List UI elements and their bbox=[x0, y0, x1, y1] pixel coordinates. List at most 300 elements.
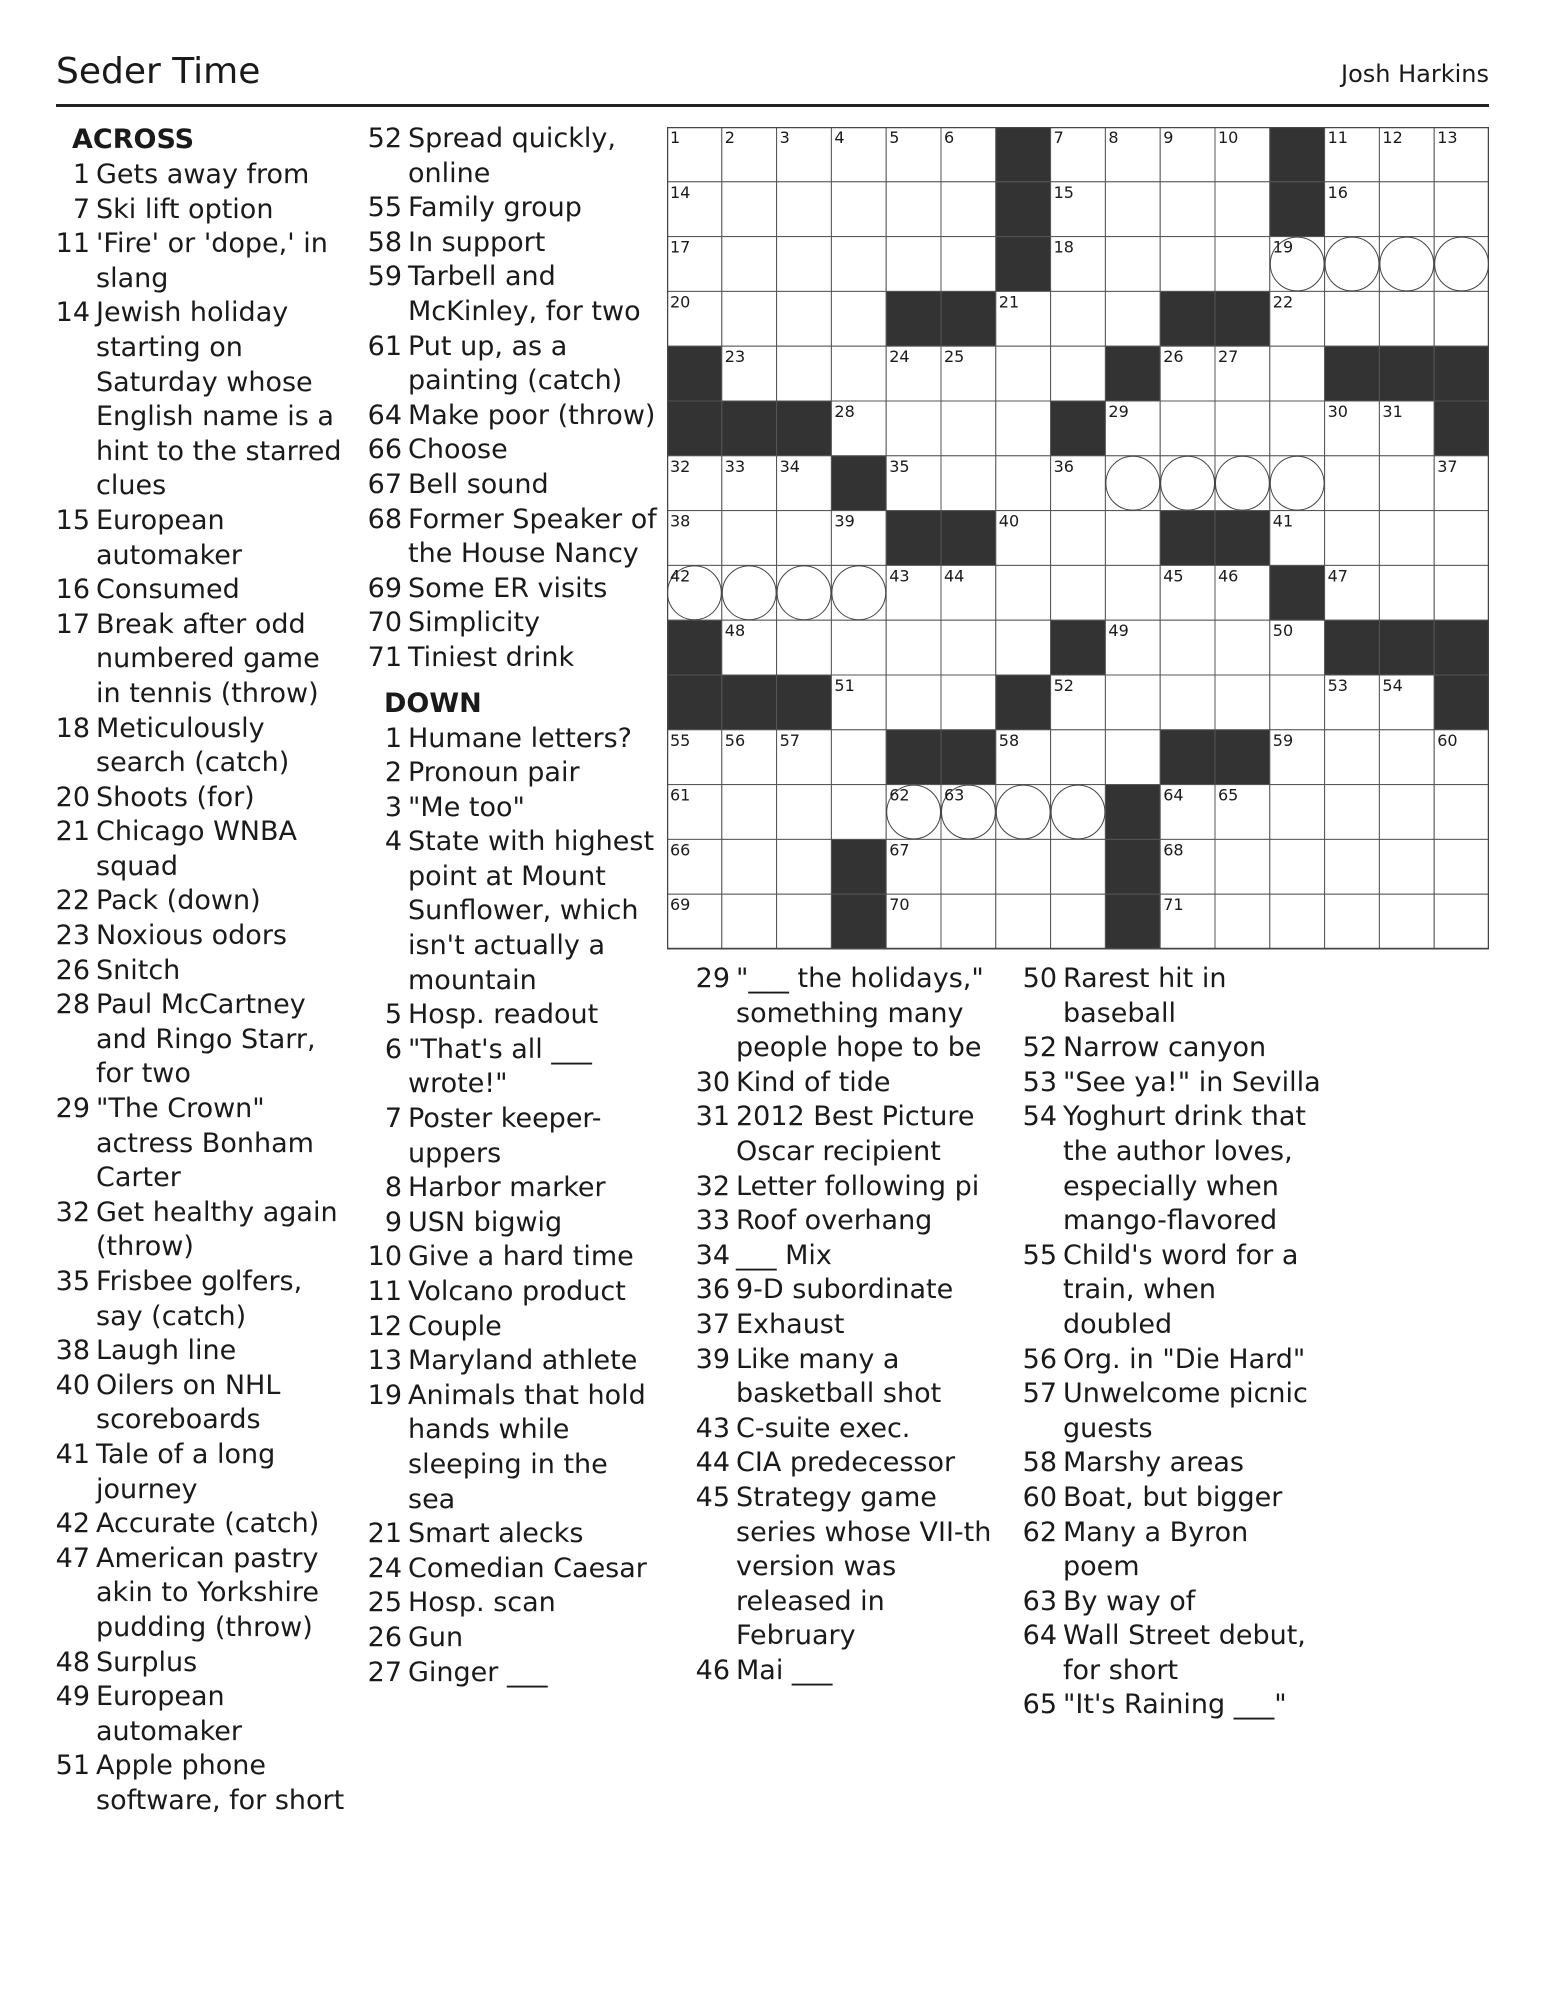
across-clue bbox=[56, 988, 348, 1092]
clue-text: Letter following pi bbox=[736, 1170, 980, 1202]
grid-cell[interactable] bbox=[1379, 511, 1434, 566]
grid-cell[interactable] bbox=[1215, 675, 1270, 730]
grid-cell[interactable] bbox=[722, 182, 777, 237]
down-clue bbox=[368, 791, 658, 826]
across-clue bbox=[368, 433, 658, 468]
clue-number: 1 bbox=[72, 159, 90, 190]
cell-number: 45 bbox=[1163, 566, 1184, 586]
grid-cell[interactable] bbox=[831, 291, 886, 346]
clue-number: 26 bbox=[55, 954, 90, 986]
clue-number: 35 bbox=[55, 1266, 90, 1297]
clue-number: 25 bbox=[367, 1587, 402, 1619]
clue-text: Frisbee golfers, say (catch) bbox=[96, 1266, 303, 1332]
clue-number: 16 bbox=[55, 574, 90, 606]
clue-number: 70 bbox=[367, 607, 402, 639]
clue-text: ___ Mix bbox=[736, 1239, 832, 1271]
clue-number: 64 bbox=[1022, 1620, 1057, 1652]
grid-cell[interactable] bbox=[1379, 456, 1434, 511]
puzzle-title: Seder Time bbox=[56, 51, 261, 92]
cell-number: 38 bbox=[670, 511, 691, 531]
grid-cell[interactable] bbox=[1379, 894, 1434, 949]
cell-number: 50 bbox=[1272, 621, 1294, 641]
clue-number: 13 bbox=[367, 1345, 402, 1377]
clue-text: Break after odd numbered game in tennis (throw) bbox=[96, 608, 320, 709]
clue-text: State with highest point at Mount Sunflower, which isn't actually a mountain bbox=[408, 826, 655, 996]
grid-cell[interactable] bbox=[777, 182, 832, 237]
clue-text: Maryland athlete bbox=[408, 1345, 638, 1377]
grid-cell[interactable] bbox=[1379, 291, 1434, 346]
grid-block bbox=[1325, 346, 1380, 401]
grid-cell[interactable] bbox=[996, 346, 1051, 401]
clue-text: 9-D subordinate bbox=[736, 1274, 954, 1306]
grid-cell[interactable] bbox=[777, 237, 832, 292]
clue-text: American pastry akin to Yorkshire pudding (throw) bbox=[96, 1542, 320, 1643]
grid-cell[interactable] bbox=[941, 401, 996, 456]
cell-number: 15 bbox=[1053, 182, 1074, 202]
down-clue bbox=[368, 1033, 658, 1102]
clue-number: 46 bbox=[695, 1654, 730, 1686]
grid-cell[interactable] bbox=[886, 620, 941, 675]
grid-cell[interactable] bbox=[941, 237, 996, 292]
clue-column-1 bbox=[56, 122, 348, 1819]
down-clue bbox=[696, 1204, 996, 1239]
grid-block bbox=[1325, 620, 1380, 675]
grid-cell[interactable] bbox=[1379, 785, 1434, 840]
across-clue bbox=[56, 1646, 348, 1681]
clue-column-3 bbox=[696, 962, 996, 1688]
cell-number: 48 bbox=[724, 621, 746, 641]
cell-number: 22 bbox=[1272, 292, 1294, 312]
grid-cell[interactable] bbox=[1051, 291, 1106, 346]
clue-number: 52 bbox=[367, 123, 402, 154]
across-clue bbox=[368, 191, 658, 226]
grid-cell[interactable] bbox=[1215, 839, 1270, 894]
grid-cell[interactable] bbox=[1105, 675, 1160, 730]
grid-cell[interactable] bbox=[831, 237, 886, 292]
clue-text: Tiniest drink bbox=[408, 641, 575, 673]
grid-cell[interactable] bbox=[722, 894, 777, 949]
clue-text: Tale of a long journey bbox=[96, 1438, 276, 1505]
clue-number: 64 bbox=[367, 399, 402, 431]
grid-cell[interactable] bbox=[1051, 565, 1106, 620]
grid-cell[interactable] bbox=[1434, 182, 1489, 237]
clue-text: Meticulously search (catch) bbox=[96, 712, 290, 779]
cell-number: 34 bbox=[779, 456, 800, 476]
cell-number: 42 bbox=[670, 566, 691, 586]
across-clue bbox=[56, 1507, 348, 1542]
clue-text: 'Fire' or 'dope,' in slang bbox=[96, 228, 328, 294]
clue-text: Harbor marker bbox=[408, 1172, 606, 1204]
grid-cell[interactable] bbox=[1051, 839, 1106, 894]
grid-cell[interactable] bbox=[722, 839, 777, 894]
grid-block bbox=[1434, 401, 1489, 456]
grid-cell[interactable] bbox=[1379, 839, 1434, 894]
grid-cell[interactable] bbox=[1160, 237, 1215, 292]
grid-block bbox=[1270, 127, 1325, 182]
grid-cell[interactable] bbox=[1434, 291, 1489, 346]
down-clue bbox=[696, 1239, 996, 1274]
grid-cell[interactable] bbox=[1160, 182, 1215, 237]
clue-text: Couple bbox=[408, 1310, 502, 1342]
across-clue bbox=[368, 503, 658, 572]
grid-cell[interactable] bbox=[1325, 291, 1380, 346]
grid-block bbox=[1105, 839, 1160, 894]
down-clue bbox=[1023, 1446, 1323, 1481]
clue-number: 3 bbox=[384, 791, 402, 823]
grid-cell[interactable] bbox=[941, 456, 996, 511]
clue-text: Pack (down) bbox=[96, 885, 261, 917]
grid-cell[interactable] bbox=[1215, 401, 1270, 456]
down-clue bbox=[696, 1308, 996, 1343]
clue-text: By way of bbox=[1063, 1585, 1196, 1617]
grid-block bbox=[941, 511, 996, 566]
cell-number: 32 bbox=[670, 456, 691, 476]
clue-text: "See ya!" in Sevilla bbox=[1063, 1066, 1321, 1098]
clue-text: Gun bbox=[408, 1621, 464, 1653]
clue-text: Rarest hit in baseball bbox=[1063, 963, 1227, 1029]
down-clue bbox=[696, 1170, 996, 1205]
across-clue bbox=[368, 572, 658, 607]
grid-block bbox=[996, 182, 1051, 237]
grid-block bbox=[831, 839, 886, 894]
down-clue bbox=[696, 1654, 996, 1689]
clue-text: Kind of tide bbox=[736, 1066, 891, 1098]
grid-block bbox=[1434, 346, 1489, 401]
grid-block bbox=[1379, 620, 1434, 675]
cell-number: 47 bbox=[1327, 566, 1348, 586]
clue-number: 31 bbox=[695, 1101, 730, 1133]
cell-number: 7 bbox=[1053, 128, 1064, 147]
clue-text: Child's word for a train, when doubled bbox=[1063, 1239, 1299, 1340]
grid-cell[interactable] bbox=[722, 291, 777, 346]
clue-text: Paul McCartney and Ringo Starr, for two bbox=[96, 989, 316, 1090]
down-clue bbox=[1023, 1377, 1323, 1446]
cell-number: 31 bbox=[1382, 402, 1403, 421]
grid-cell[interactable] bbox=[886, 675, 941, 730]
grid-cell[interactable] bbox=[1215, 182, 1270, 237]
clue-number: 14 bbox=[55, 297, 90, 329]
across-clue bbox=[56, 712, 348, 781]
clue-text: Org. in "Die Hard" bbox=[1063, 1343, 1306, 1375]
grid-block bbox=[886, 730, 941, 785]
grid-cell[interactable] bbox=[1105, 565, 1160, 620]
down-clue bbox=[368, 1586, 658, 1621]
cell-number: 18 bbox=[1053, 237, 1074, 257]
clue-text: Ginger ___ bbox=[408, 1656, 548, 1688]
grid-cell[interactable] bbox=[1270, 346, 1325, 401]
grid-cell[interactable] bbox=[1325, 894, 1380, 949]
clue-number: 39 bbox=[695, 1343, 730, 1375]
grid-cell[interactable] bbox=[996, 620, 1051, 675]
down-heading: DOWN bbox=[384, 687, 482, 719]
grid-cell[interactable] bbox=[941, 675, 996, 730]
cell-number: 57 bbox=[779, 730, 800, 750]
grid-cell[interactable] bbox=[1270, 675, 1325, 730]
clue-text: Laugh line bbox=[96, 1335, 237, 1367]
grid-cell[interactable] bbox=[831, 785, 886, 840]
grid-cell[interactable] bbox=[831, 182, 886, 237]
grid-cell[interactable] bbox=[777, 511, 832, 566]
grid-cell[interactable] bbox=[1105, 730, 1160, 785]
cell-number: 68 bbox=[1163, 840, 1184, 860]
clue-text: Like many a basketball shot bbox=[736, 1343, 942, 1410]
grid-cell[interactable] bbox=[1051, 894, 1106, 949]
grid-cell[interactable] bbox=[777, 839, 832, 894]
cell-number: 60 bbox=[1437, 730, 1458, 750]
across-clue bbox=[56, 193, 348, 228]
clue-column-4 bbox=[1023, 962, 1323, 1723]
grid-cell[interactable] bbox=[1270, 401, 1325, 456]
clue-number: 5 bbox=[384, 999, 402, 1031]
across-heading: ACROSS bbox=[72, 124, 195, 155]
grid-cell[interactable] bbox=[777, 620, 832, 675]
clue-number: 62 bbox=[1022, 1516, 1057, 1548]
cell-number: 29 bbox=[1108, 402, 1129, 421]
clue-number: 57 bbox=[1022, 1378, 1057, 1410]
across-clue bbox=[56, 1334, 348, 1369]
grid-cell[interactable] bbox=[1215, 620, 1270, 675]
grid-cell[interactable] bbox=[1325, 730, 1380, 785]
clue-text: Hosp. readout bbox=[408, 999, 599, 1031]
grid-cell[interactable] bbox=[1379, 182, 1434, 237]
clue-number: 19 bbox=[367, 1379, 402, 1411]
down-clue bbox=[1023, 1688, 1323, 1723]
grid-cell[interactable] bbox=[831, 730, 886, 785]
clue-number: 30 bbox=[695, 1066, 730, 1098]
grid-cell[interactable] bbox=[831, 620, 886, 675]
grid-cell[interactable] bbox=[1379, 730, 1434, 785]
down-clue-list-continued bbox=[1023, 962, 1323, 1723]
clue-text: USN bigwig bbox=[408, 1206, 563, 1238]
grid-block bbox=[1160, 291, 1215, 346]
down-clue bbox=[696, 1273, 996, 1308]
grid-cell[interactable] bbox=[777, 894, 832, 949]
down-clue bbox=[368, 1171, 658, 1206]
grid-cell[interactable] bbox=[1051, 730, 1106, 785]
grid-cell[interactable] bbox=[777, 291, 832, 346]
down-clue bbox=[696, 1481, 996, 1654]
clue-number: 7 bbox=[72, 193, 90, 225]
cell-number: 53 bbox=[1327, 676, 1348, 695]
down-clue bbox=[368, 825, 658, 998]
grid-cell[interactable] bbox=[996, 565, 1051, 620]
clue-number: 58 bbox=[367, 226, 402, 258]
puzzle-author: Josh Harkins bbox=[1340, 60, 1489, 88]
grid-block bbox=[722, 675, 777, 730]
down-clue bbox=[696, 1446, 996, 1481]
clue-text: Boat, but bigger bbox=[1063, 1481, 1283, 1513]
grid-cell[interactable] bbox=[722, 237, 777, 292]
down-clue bbox=[368, 1552, 658, 1587]
cell-number: 24 bbox=[889, 347, 910, 367]
grid-cell[interactable] bbox=[777, 785, 832, 840]
grid-cell[interactable] bbox=[1051, 346, 1106, 401]
clue-number: 53 bbox=[1022, 1066, 1057, 1098]
grid-block bbox=[1270, 182, 1325, 237]
clue-text: Gets away from bbox=[96, 159, 310, 190]
cell-number: 39 bbox=[834, 511, 855, 531]
down-clue bbox=[1023, 1516, 1323, 1585]
clue-text: Strategy game series whose VII-th version was released in February bbox=[736, 1481, 992, 1652]
grid-cell[interactable] bbox=[1434, 785, 1489, 840]
across-clue bbox=[56, 1542, 348, 1646]
across-clue bbox=[56, 1092, 348, 1196]
clue-text: Family group bbox=[408, 192, 582, 224]
clue-number: 28 bbox=[55, 989, 90, 1021]
clue-number: 63 bbox=[1022, 1585, 1057, 1617]
clue-number: 33 bbox=[695, 1205, 730, 1237]
grid-cell[interactable] bbox=[1215, 237, 1270, 292]
cell-number: 54 bbox=[1382, 676, 1403, 695]
cell-number: 27 bbox=[1218, 347, 1239, 367]
cell-number: 13 bbox=[1437, 128, 1458, 147]
grid-cell[interactable] bbox=[722, 785, 777, 840]
down-clue bbox=[1023, 1031, 1323, 1066]
grid-block bbox=[886, 511, 941, 566]
grid-block bbox=[831, 894, 886, 949]
cell-number: 64 bbox=[1163, 785, 1184, 805]
cell-number: 44 bbox=[944, 566, 965, 586]
grid-cell[interactable] bbox=[722, 511, 777, 566]
across-clue bbox=[56, 158, 348, 193]
cell-number: 37 bbox=[1437, 456, 1458, 476]
grid-cell[interactable] bbox=[996, 401, 1051, 456]
clue-text: "The Crown" actress Bonham Carter bbox=[96, 1093, 314, 1194]
clue-number: 15 bbox=[55, 504, 90, 536]
grid-cell[interactable] bbox=[1270, 839, 1325, 894]
cell-number: 6 bbox=[944, 128, 955, 147]
grid-cell[interactable] bbox=[1105, 511, 1160, 566]
clue-number: 34 bbox=[695, 1239, 730, 1271]
clue-number: 23 bbox=[55, 920, 90, 952]
clue-text: C-suite exec. bbox=[736, 1412, 911, 1444]
cell-number: 1 bbox=[670, 128, 681, 147]
grid-cell[interactable] bbox=[941, 620, 996, 675]
clue-text: Shoots (for) bbox=[96, 781, 255, 813]
header-rule bbox=[56, 104, 1489, 107]
grid-cell[interactable] bbox=[1434, 565, 1489, 620]
down-clue bbox=[1023, 1239, 1323, 1343]
across-clue bbox=[56, 781, 348, 816]
cell-number: 33 bbox=[724, 456, 746, 476]
clue-text: Mai ___ bbox=[736, 1654, 833, 1686]
grid-cell[interactable] bbox=[1379, 565, 1434, 620]
clue-text: European automaker bbox=[96, 504, 242, 571]
clue-text: Oilers on NHL scoreboards bbox=[96, 1369, 281, 1436]
cell-number: 9 bbox=[1163, 128, 1174, 147]
grid-cell[interactable] bbox=[886, 401, 941, 456]
clue-number: 27 bbox=[367, 1656, 402, 1688]
across-clue bbox=[56, 504, 348, 573]
down-clue bbox=[368, 1344, 658, 1379]
grid-cell[interactable] bbox=[1105, 182, 1160, 237]
across-clue bbox=[56, 815, 348, 884]
grid-cell[interactable] bbox=[941, 182, 996, 237]
across-clue bbox=[56, 1680, 348, 1749]
cell-number: 63 bbox=[944, 785, 965, 805]
grid-cell[interactable] bbox=[1160, 401, 1215, 456]
clue-number: 42 bbox=[55, 1508, 90, 1540]
across-clue bbox=[56, 1749, 348, 1818]
clue-number: 67 bbox=[367, 468, 402, 500]
cell-number: 62 bbox=[889, 785, 910, 805]
down-clue bbox=[1023, 962, 1323, 1031]
down-clue bbox=[368, 1656, 658, 1691]
grid-cell[interactable] bbox=[1325, 785, 1380, 840]
clue-text: 2012 Best Picture Oscar recipient bbox=[736, 1101, 975, 1167]
grid-cell[interactable] bbox=[1270, 894, 1325, 949]
grid-cell[interactable] bbox=[1434, 839, 1489, 894]
clue-text: Comedian Caesar bbox=[408, 1552, 647, 1584]
cell-number: 36 bbox=[1053, 456, 1074, 476]
clue-text: Volcano product bbox=[408, 1276, 626, 1307]
grid-cell[interactable] bbox=[831, 346, 886, 401]
clue-number: 45 bbox=[695, 1481, 730, 1513]
grid-cell[interactable] bbox=[1051, 511, 1106, 566]
grid-block bbox=[777, 401, 832, 456]
grid-cell[interactable] bbox=[1325, 456, 1380, 511]
down-clue bbox=[368, 1102, 658, 1171]
cell-number: 2 bbox=[724, 128, 735, 147]
grid-cell[interactable] bbox=[996, 456, 1051, 511]
grid-cell[interactable] bbox=[941, 894, 996, 949]
grid-block bbox=[996, 127, 1051, 182]
grid-cell[interactable] bbox=[1105, 237, 1160, 292]
clue-text: Accurate (catch) bbox=[96, 1508, 320, 1540]
grid-cell[interactable] bbox=[886, 182, 941, 237]
clue-text: Apple phone software, for short bbox=[96, 1750, 345, 1816]
grid-cell[interactable] bbox=[886, 237, 941, 292]
grid-cell[interactable] bbox=[996, 894, 1051, 949]
cell-number: 56 bbox=[724, 730, 746, 750]
grid-cell[interactable] bbox=[1160, 620, 1215, 675]
cell-number: 20 bbox=[670, 292, 691, 312]
down-clue bbox=[1023, 1100, 1323, 1238]
grid-cell[interactable] bbox=[1325, 511, 1380, 566]
clue-number: 44 bbox=[695, 1447, 730, 1479]
grid-cell[interactable] bbox=[1105, 291, 1160, 346]
clue-number: 7 bbox=[384, 1103, 402, 1135]
clue-text: Give a hard time bbox=[408, 1241, 634, 1273]
cell-number: 46 bbox=[1218, 566, 1239, 586]
down-clue bbox=[368, 1240, 658, 1275]
clue-text: Chicago WNBA squad bbox=[96, 816, 297, 882]
grid-cell[interactable] bbox=[996, 839, 1051, 894]
grid-cell[interactable] bbox=[1270, 785, 1325, 840]
across-clue bbox=[368, 606, 658, 641]
grid-cell[interactable] bbox=[1160, 675, 1215, 730]
grid-cell[interactable] bbox=[1434, 511, 1489, 566]
grid-cell[interactable] bbox=[941, 839, 996, 894]
across-clue bbox=[56, 1369, 348, 1438]
across-clue bbox=[56, 1438, 348, 1507]
grid-cell[interactable] bbox=[1325, 839, 1380, 894]
grid-block bbox=[1215, 511, 1270, 566]
grid-cell[interactable] bbox=[1434, 894, 1489, 949]
clue-number: 66 bbox=[367, 434, 402, 466]
cell-number: 5 bbox=[889, 128, 900, 147]
grid-cell[interactable] bbox=[777, 346, 832, 401]
clue-number: 38 bbox=[55, 1335, 90, 1367]
cell-number: 49 bbox=[1108, 621, 1129, 641]
clue-text: Tarbell and McKinley, for two bbox=[408, 261, 641, 327]
clue-number: 2 bbox=[384, 757, 402, 789]
grid-cell[interactable] bbox=[1215, 894, 1270, 949]
grid-block bbox=[1270, 565, 1325, 620]
clue-number: 40 bbox=[55, 1369, 90, 1401]
across-clue bbox=[368, 122, 658, 191]
cell-number: 26 bbox=[1163, 347, 1184, 367]
